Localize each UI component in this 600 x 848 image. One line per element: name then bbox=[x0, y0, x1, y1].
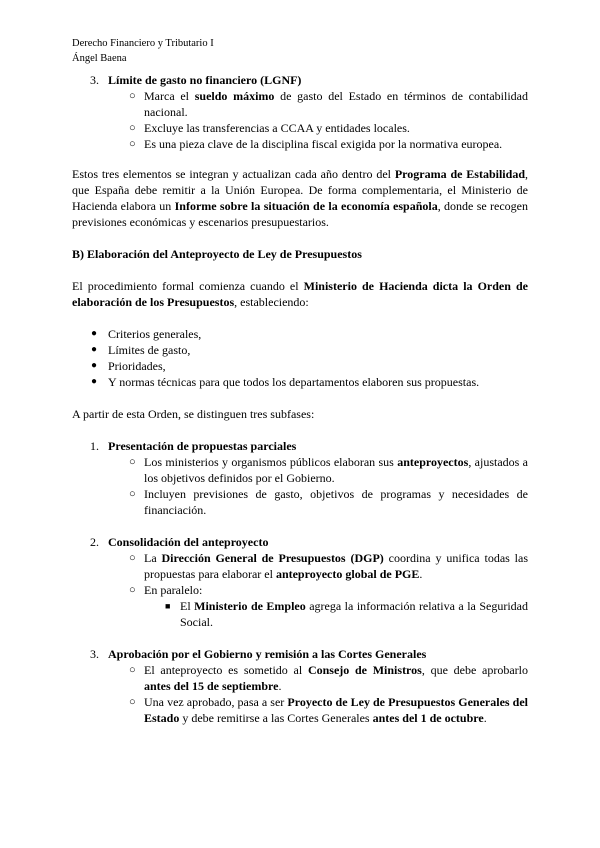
sub-bullet bbox=[72, 454, 528, 486]
text: Es una pieza clave de la disciplina fiscal exigida por la normativa europea. bbox=[144, 137, 503, 151]
paragraph-programa-estabilidad bbox=[72, 166, 528, 230]
text: , que debe aprobarlo bbox=[421, 663, 528, 677]
text: . bbox=[483, 711, 487, 725]
text: Excluye las transferencias a CCAA y entidades locales. bbox=[144, 121, 410, 135]
text: El procedimiento formal comienza cuando el bbox=[72, 279, 304, 293]
section-heading: B) Elaboración del Anteproyecto de Ley de Presupuestos bbox=[72, 247, 362, 261]
document-body bbox=[72, 72, 528, 726]
paragraph-intro bbox=[72, 278, 528, 310]
bold-text: antes del 15 de septiembre bbox=[144, 679, 279, 693]
author-name: Ángel Baena bbox=[72, 53, 127, 64]
sub-sub-bullet bbox=[72, 598, 528, 630]
circle-bullet-icon: ○ bbox=[129, 90, 136, 102]
text: Los ministerios y organismos públicos elaboran sus bbox=[144, 455, 398, 469]
item-title: Presentación de propuestas parciales bbox=[108, 439, 297, 453]
list-number: 2. bbox=[90, 535, 99, 549]
circle-bullet-icon: ○ bbox=[129, 122, 136, 134]
sub-bullet bbox=[72, 136, 528, 152]
circle-bullet-icon: ○ bbox=[129, 584, 136, 596]
circle-bullet-icon: ○ bbox=[129, 696, 136, 708]
text: , que España debe remitir a la Unión Europea. De forma complementaria, el Ministerio de Hacienda elabora un bbox=[72, 167, 528, 213]
text: , ajustados a los objetivos definidos por el Gobierno. bbox=[144, 455, 528, 485]
sub-bullet bbox=[72, 88, 528, 120]
dot-bullet-icon: ● bbox=[91, 344, 98, 355]
bold-text: Consejo de Ministros bbox=[307, 663, 422, 677]
subphases-intro: A partir de esta Orden, se distinguen tres subfases: bbox=[72, 407, 315, 421]
text: Estos tres elementos se integran y actualizan cada año dentro del bbox=[72, 167, 395, 181]
text: Marca el bbox=[144, 89, 195, 103]
list-number: 1. bbox=[90, 439, 99, 453]
list-item bbox=[72, 342, 528, 358]
text: Límites de gasto, bbox=[108, 343, 191, 357]
bold-text: antes del 1 de octubre bbox=[372, 711, 484, 725]
text: El anteproyecto es sometido al bbox=[144, 663, 308, 677]
bold-text: Dirección General de Presupuestos (DGP) bbox=[161, 551, 384, 565]
list-number: 3. bbox=[90, 73, 99, 87]
bold-text: Ministerio de Empleo bbox=[194, 599, 306, 613]
list-item-phase-2 bbox=[72, 534, 528, 550]
item-title: Límite de gasto no financiero (LGNF) bbox=[108, 73, 302, 87]
text: , estableciendo: bbox=[234, 295, 309, 309]
text: . bbox=[278, 679, 282, 693]
circle-bullet-icon: ○ bbox=[129, 552, 136, 564]
list-item bbox=[72, 326, 528, 342]
sub-bullet bbox=[72, 120, 528, 136]
text: Criterios generales, bbox=[108, 327, 202, 341]
bullet-list bbox=[72, 326, 528, 390]
text: de gasto del Estado en términos de contabilidad nacional. bbox=[144, 89, 528, 119]
dot-bullet-icon: ● bbox=[91, 360, 98, 371]
list-number: 3. bbox=[90, 647, 99, 661]
bold-text: anteproyectos bbox=[397, 455, 469, 469]
item-title: Consolidación del anteproyecto bbox=[108, 535, 269, 549]
text: coordina y unifica todas las propuestas para elaborar el bbox=[144, 551, 528, 581]
bold-text: anteproyecto global de PGE bbox=[275, 567, 420, 581]
circle-bullet-icon: ○ bbox=[129, 138, 136, 150]
list-item bbox=[72, 358, 528, 374]
bold-text: Programa de Estabilidad bbox=[394, 167, 525, 181]
circle-bullet-icon: ○ bbox=[129, 664, 136, 676]
sub-bullet bbox=[72, 550, 528, 582]
list-item-limite bbox=[72, 72, 528, 88]
item-title: Aprobación por el Gobierno y remisión a las Cortes Generales bbox=[108, 647, 427, 661]
dot-bullet-icon: ● bbox=[91, 328, 98, 339]
sub-bullet bbox=[72, 582, 528, 598]
text: y debe remitirse a las Cortes Generales bbox=[179, 711, 373, 725]
bold-text: Ministerio de Hacienda dicta la Orden de elaboración de los Presupuestos bbox=[72, 279, 528, 309]
bold-text: sueldo máximo bbox=[194, 89, 275, 103]
text: En paralelo: bbox=[144, 583, 203, 597]
text: Y normas técnicas para que todos los departamentos elaboren sus propuestas. bbox=[108, 375, 480, 389]
text: Incluyen previsiones de gasto, objetivos de programas y necesidades de financiación. bbox=[144, 487, 528, 517]
list-item-phase-3 bbox=[72, 646, 528, 662]
course-title: Derecho Financiero y Tributario I bbox=[72, 38, 214, 49]
text: Una vez aprobado, pasa a ser bbox=[144, 695, 288, 709]
text: , donde se recogen previsiones económicas y escenarios presupuestarios. bbox=[72, 199, 528, 229]
text: agrega la información relativa a la Seguridad Social. bbox=[180, 599, 528, 629]
dot-bullet-icon: ● bbox=[91, 376, 98, 387]
text: La bbox=[144, 551, 162, 565]
sub-bullet bbox=[72, 662, 528, 694]
text: Prioridades, bbox=[108, 359, 166, 373]
page-header bbox=[72, 36, 214, 66]
list-item bbox=[72, 374, 528, 390]
text: . bbox=[419, 567, 423, 581]
list-item-phase-1 bbox=[72, 438, 528, 454]
text: El bbox=[180, 599, 195, 613]
square-bullet-icon: ■ bbox=[165, 601, 171, 611]
circle-bullet-icon: ○ bbox=[129, 488, 136, 500]
bold-text: Informe sobre la situación de la economía española bbox=[174, 199, 438, 213]
bold-text: Proyecto de Ley de Presupuestos Generales del Estado bbox=[144, 695, 529, 725]
sub-bullet bbox=[72, 694, 528, 726]
circle-bullet-icon: ○ bbox=[129, 456, 136, 468]
sub-bullet bbox=[72, 486, 528, 518]
